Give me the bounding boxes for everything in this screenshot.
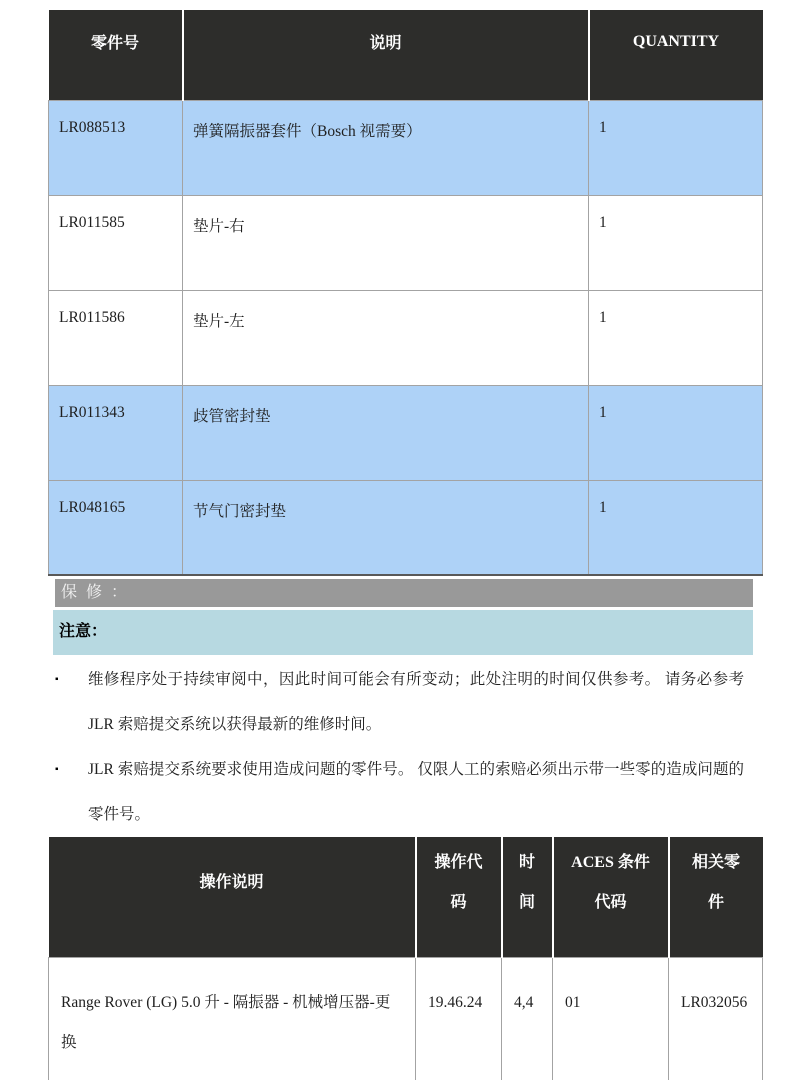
part-number-cell: LR088513: [49, 100, 183, 195]
warranty-section-header: 保修：: [55, 579, 753, 607]
table-row: [49, 100, 763, 195]
list-item: [48, 747, 762, 837]
operation-description-cell: Range Rover (LG) 5.0 升 - 隔振器 - 机械增压器-更换: [49, 957, 416, 1080]
note-text: JLR 索赔提交系统要求使用造成问题的零件号。 仅限人工的索赔必须出示带一些零的造成问题的零件号。: [88, 761, 744, 823]
table-row: [49, 290, 763, 385]
part-quantity-cell: 1: [589, 290, 763, 385]
parts-table-header-row: [49, 10, 763, 100]
parts-header-quantity: QUANTITY: [589, 10, 763, 100]
operation-time-cell: 4,4: [502, 957, 553, 1080]
table-row: [49, 957, 763, 1080]
part-quantity-cell: 1: [589, 195, 763, 290]
part-description-cell: 垫片-右: [183, 195, 589, 290]
parts-table: [48, 10, 763, 576]
table-row: [49, 480, 763, 575]
list-item: [48, 657, 762, 747]
note-section-header: 注意：: [53, 610, 753, 655]
note-text: 维修程序处于持续审阅中，因此时间可能会有所变动；此处注明的时间仅供参考。 请务必参考 JLR 索赔提交系统以获得最新的维修时间。: [88, 671, 744, 733]
part-number-cell: LR011343: [49, 385, 183, 480]
ops-header-description: 操作说明: [49, 837, 416, 957]
aces-code-cell: 01: [553, 957, 669, 1080]
ops-header-time: 时间: [502, 837, 553, 957]
table-row: [49, 195, 763, 290]
part-description-cell: 节气门密封垫: [183, 480, 589, 575]
part-quantity-cell: 1: [589, 385, 763, 480]
operations-table-header-row: [49, 837, 763, 957]
ops-header-op-code: 操作代码: [416, 837, 502, 957]
parts-header-description: 说明: [183, 10, 589, 100]
part-description-cell: 弹簧隔振器套件（Bosch 视需要）: [183, 100, 589, 195]
operations-table: [48, 837, 763, 1080]
ops-header-related-part: 相关零件: [669, 837, 763, 957]
part-description-cell: 歧管密封垫: [183, 385, 589, 480]
part-number-cell: LR048165: [49, 480, 183, 575]
ops-header-aces-code: ACES 条件代码: [553, 837, 669, 957]
bullet-square-icon: ▪: [55, 764, 59, 775]
operation-code-cell: 19.46.24: [416, 957, 502, 1080]
parts-header-part-number: 零件号: [49, 10, 183, 100]
part-number-cell: LR011586: [49, 290, 183, 385]
table-row: [49, 385, 763, 480]
notes-list: [48, 657, 762, 837]
bullet-square-icon: ▪: [55, 674, 59, 685]
part-quantity-cell: 1: [589, 480, 763, 575]
part-description-cell: 垫片-左: [183, 290, 589, 385]
part-number-cell: LR011585: [49, 195, 183, 290]
related-part-cell: LR032056: [669, 957, 763, 1080]
part-quantity-cell: 1: [589, 100, 763, 195]
